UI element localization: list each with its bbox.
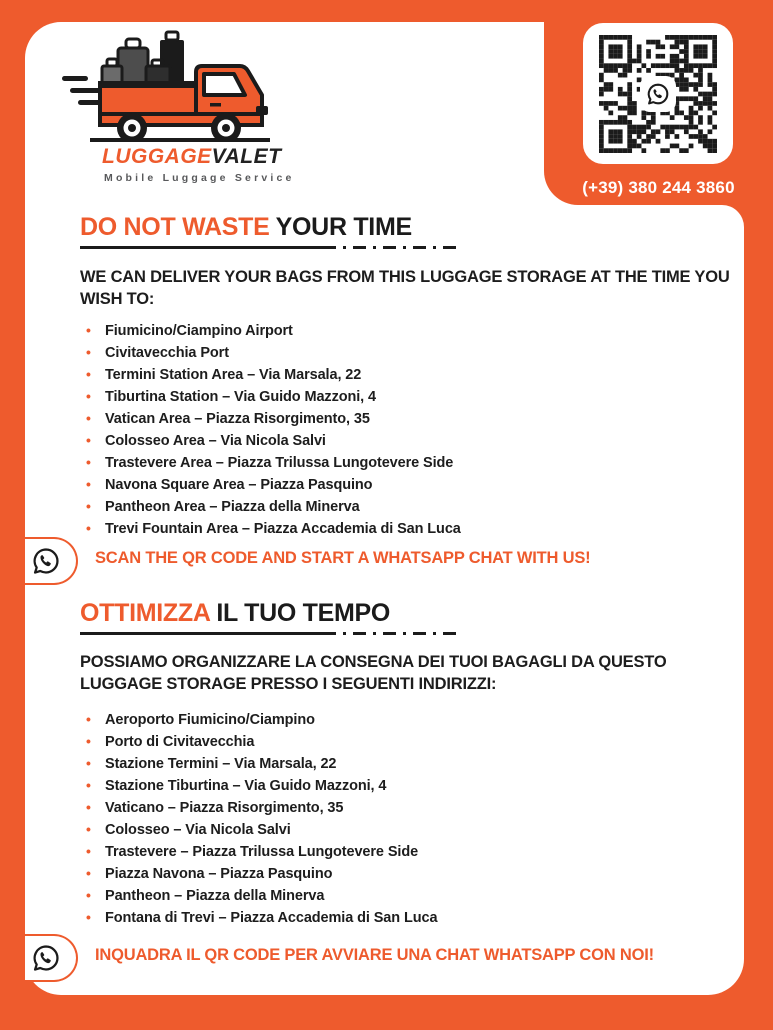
list-item-label: Pantheon Area – Piazza della Minerva: [105, 499, 360, 515]
list-item: [86, 775, 726, 797]
list-item: [86, 819, 726, 841]
bullet-icon: •: [86, 476, 91, 492]
heading-it-rest: IL TUO TEMPO: [209, 599, 391, 627]
list-item-label: Aeroporto Fiumicino/Ciampino: [105, 712, 315, 728]
bullet-icon: •: [86, 388, 91, 404]
tab-corner-fillet: [722, 205, 744, 227]
intro-it: POSSIAMO ORGANIZZARE LA CONSEGNA DEI TUOI BAGAGLI DA QUESTO LUGGAGE STORAGE PRESSO I SEGUENTI INDIRIZZI:: [80, 653, 667, 694]
list-item-label: Pantheon – Piazza della Minerva: [105, 888, 325, 904]
bullet-icon: •: [86, 520, 91, 536]
brand-logo: [60, 26, 295, 184]
list-item-label: Trastevere Area – Piazza Trilussa Lungotevere Side: [105, 455, 454, 471]
heading-it-underline: [80, 632, 458, 635]
list-item-label: Termini Station Area – Via Marsala, 22: [105, 367, 362, 383]
bullet-icon: •: [86, 366, 91, 382]
list-item: [86, 386, 726, 408]
bullet-icon: •: [86, 865, 91, 881]
list-item: [86, 452, 726, 474]
bullet-icon: •: [86, 755, 91, 771]
list-item: [86, 518, 726, 540]
bullet-icon: •: [86, 432, 91, 448]
bullet-icon: •: [86, 843, 91, 859]
whatsapp-cta-it: INQUADRA IL QR CODE PER AVVIARE UNA CHAT WHATSAPP CON NOI!: [95, 946, 654, 964]
qr-code-box: [583, 23, 733, 164]
list-item: [86, 797, 726, 819]
bullet-icon: •: [86, 322, 91, 338]
list-item-label: Porto di Civitavecchia: [105, 734, 255, 750]
list-item: [86, 342, 726, 364]
list-item-label: Trevi Fountain Area – Piazza Accademia di San Luca: [105, 521, 461, 537]
whatsapp-cta-en: SCAN THE QR CODE AND START A WHATSAPP CHAT WITH US!: [95, 549, 591, 567]
list-item: [86, 320, 726, 342]
bullet-icon: •: [86, 821, 91, 837]
section-en-heading: [80, 213, 412, 242]
list-item: [86, 364, 726, 386]
list-item-label: Tiburtina Station – Via Guido Mazzoni, 4: [105, 389, 376, 405]
bullet-icon: •: [86, 733, 91, 749]
heading-en-rest: YOUR TIME: [269, 213, 412, 241]
bullet-icon: •: [86, 799, 91, 815]
luggage-truck-icon: [60, 26, 280, 142]
list-item: [86, 753, 726, 775]
bullet-icon: •: [86, 711, 91, 727]
section-it-heading: [80, 599, 390, 628]
whatsapp-badge-en: [25, 537, 78, 585]
heading-en-accent: DO NOT WASTE: [80, 213, 270, 241]
bullet-icon: •: [86, 498, 91, 514]
logo-wordmark-primary: LUGGAGE: [102, 145, 212, 168]
list-item-label: Vaticano – Piazza Risorgimento, 35: [105, 800, 344, 816]
list-item: [86, 430, 726, 452]
list-item: [86, 885, 726, 907]
heading-it-accent: OTTIMIZZA: [80, 599, 210, 627]
bullet-icon: •: [86, 344, 91, 360]
logo-tagline: Mobile Luggage Service: [104, 172, 295, 184]
whatsapp-icon: [645, 81, 671, 107]
list-item: [86, 496, 726, 518]
bullet-icon: •: [86, 777, 91, 793]
list-item: [86, 474, 726, 496]
logo-wordmark: [60, 145, 280, 169]
list-item-label: Stazione Tiburtina – Via Guido Mazzoni, 4: [105, 778, 387, 794]
qr-whatsapp-logo: [640, 76, 676, 112]
phone-number: (+39) 380 244 3860: [582, 178, 735, 197]
list-item-label: Colosseo – Via Nicola Salvi: [105, 822, 291, 838]
whatsapp-badge-it: [25, 934, 78, 982]
list-item-label: Fiumicino/Ciampino Airport: [105, 323, 293, 339]
list-item: [86, 841, 726, 863]
list-item: [86, 907, 726, 929]
list-item-label: Navona Square Area – Piazza Pasquino: [105, 477, 373, 493]
list-item-label: Trastevere – Piazza Trilussa Lungotevere Side: [105, 844, 419, 860]
delivery-list-en: [86, 320, 726, 540]
heading-en-underline: [80, 246, 458, 249]
list-item-label: Fontana di Trevi – Piazza Accademia di San Luca: [105, 910, 438, 926]
logo-wordmark-secondary: VALET: [211, 145, 282, 168]
list-item: [86, 731, 726, 753]
intro-en: WE CAN DELIVER YOUR BAGS FROM THIS LUGGAGE STORAGE AT THE TIME YOU WISH TO:: [80, 268, 730, 309]
bullet-icon: •: [86, 887, 91, 903]
list-item-label: Piazza Navona – Piazza Pasquino: [105, 866, 333, 882]
list-item-label: Colosseo Area – Via Nicola Salvi: [105, 433, 326, 449]
bullet-icon: •: [86, 454, 91, 470]
whatsapp-icon: [30, 545, 62, 577]
bullet-icon: •: [86, 410, 91, 426]
list-item-label: Stazione Termini – Via Marsala, 22: [105, 756, 337, 772]
list-item-label: Civitavecchia Port: [105, 345, 229, 361]
bullet-icon: •: [86, 909, 91, 925]
whatsapp-icon: [30, 942, 62, 974]
list-item: [86, 709, 726, 731]
delivery-list-it: [86, 709, 726, 929]
list-item: [86, 408, 726, 430]
list-item: [86, 863, 726, 885]
list-item-label: Vatican Area – Piazza Risorgimento, 35: [105, 411, 370, 427]
